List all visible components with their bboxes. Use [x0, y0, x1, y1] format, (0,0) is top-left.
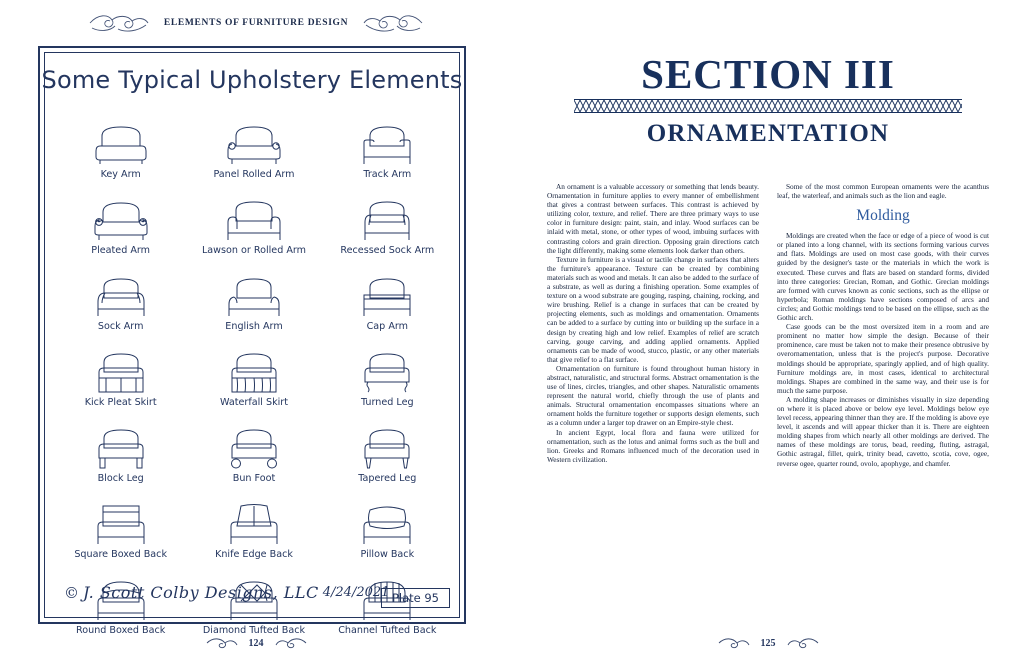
folio-ornament-left-icon: [205, 635, 239, 651]
square-boxed-back-chair-icon: [90, 500, 152, 548]
plate-frame: [38, 46, 466, 636]
paragraph: Texture in furniture is a visual or tactile change in surfaces that alters the furniture's appearance. Texture can be created by combining materials such as wood and metals. It can also be added to the surface of a substrate, as well as during a finishing operation. Some examples of texture on a wood substrate are gouging, rasping, chaining, rocking, and wire brushing. Relief is a change in surfaces that can be created by projecting elements, such as moldings and ornamentation. Ornaments can be added to a surface by cutting into or building up the surface in a design by creating high and low relief. Examples of relief are scratch carving, gouge carving, and adding applied ornaments. Applied ornaments can be made of wood, stucco, plastic, or any other materials that give relief to a flat surface.: [547, 254, 759, 364]
paragraph: Moldings are created when the face or edge of a piece of wood is cut or planed into a long channel, with its sections forming various curves and flats. Moldings are used on most case goods, with their curves guided by the designer's taste or the materials in which the work is executed. These curves and flats are based on standard forms, divided into three categories: Grecian, Roman, and Gothic. Grecian moldings are formed with curves known as conic sections, such as the ellipse or hyperbola; Roman moldings have sections composed of arcs and circles; and Gothic moldings tend to be based on the ellipse, such as the Gothic arch.: [777, 231, 989, 323]
section-subtitle: ORNAMENTATION: [646, 120, 890, 147]
paragraph: Some of the most common European ornaments were the acanthus leaf, the waterleaf, and animals such as the lion and eagle.: [777, 182, 989, 201]
molding-subheading: Molding: [856, 207, 910, 225]
designer-signature: [64, 583, 394, 602]
upholstered-panel-rolled-arm-chair-icon: [223, 120, 285, 168]
plate-item-label: Sock Arm: [97, 321, 144, 332]
plate-item: [187, 258, 320, 332]
plate-item-label: Turned Leg: [361, 397, 414, 408]
plate-item: [321, 106, 454, 180]
plate-item-label: Kick Pleat Skirt: [84, 397, 157, 408]
paragraph: An ornament is a valuable accessory or something that lends beauty. Ornamentation in furniture applies to every manner of embellishment that gives a contrast between surfaces. This contrast is achieved by utilizing color, texture, and relief. There are three primary ways to use color in furniture design: paint, stain, and inlay. Wood surfaces can be inlaid with metal, stone, or other types of wood, imbuing surfaces with contrasting colors and grain direction. Opposing grain directions catch the light differently, making some elements look darker than others.: [547, 182, 759, 255]
section-title: SECTION III: [641, 51, 895, 97]
plate-title: Some Typical Upholstery Elements: [41, 66, 463, 94]
plate-number: Plate 95: [381, 588, 450, 608]
knife-edge-back-chair-icon: [223, 500, 285, 548]
plate-item-label: Round Boxed Back: [76, 625, 166, 636]
plate-item: [321, 182, 454, 256]
plate-item: [187, 334, 320, 408]
plate-item-label: Cap Arm: [366, 321, 409, 332]
plate-item-label: Square Boxed Back: [74, 549, 168, 560]
plate-item: [54, 334, 187, 408]
plate-item: [54, 106, 187, 180]
paragraph: Ornamentation on furniture is found throughout human history in abstract, naturalistic, and structural forms. Abstract ornamentation is the use of lines, circles, triangles, and other shapes. Naturalistic ornaments represent the natural world, chiefly through the use of plants and animals. Structural ornamentation encompasses situations where an ornament holds the furniture together or supports design elements, such as a column under a larger top drawer on an Empire-style chest.: [547, 363, 759, 428]
plate-item: [54, 182, 187, 256]
plate-item: [54, 486, 187, 560]
plate-item: [187, 182, 320, 256]
upholstered-lawson-rolled-arm-chair-icon: [223, 196, 285, 244]
plate-item-label: Diamond Tufted Back: [202, 625, 306, 636]
plate-item: [54, 258, 187, 332]
plate-item-label: Channel Tufted Back: [338, 625, 437, 636]
plate-item: [54, 410, 187, 484]
block-leg-chair-icon: [90, 424, 152, 472]
plate-item: [321, 334, 454, 408]
decorative-rule-band: [574, 98, 962, 114]
plate-item-label: Waterfall Skirt: [219, 397, 288, 408]
upholstered-track-arm-chair-icon: [356, 120, 418, 168]
folio-right: [512, 635, 1024, 651]
plate-item-label: Track Arm: [363, 169, 412, 180]
upholstered-recessed-sock-arm-chair-icon: [356, 196, 418, 244]
plate-item: [321, 258, 454, 332]
plate-item-label: Pleated Arm: [91, 245, 151, 256]
upholstered-pleated-arm-chair-icon: [90, 196, 152, 244]
folio-ornament-right-icon: [274, 635, 308, 651]
plate-item-label: Lawson or Rolled Arm: [201, 245, 307, 256]
plate-item-label: Bun Foot: [232, 473, 276, 484]
plate-item: [187, 106, 320, 180]
upholstered-sock-arm-chair-icon: [90, 272, 152, 320]
signature-script: J. Scott Colby Designs, LLC: [83, 583, 319, 602]
plate-item-label: Pillow Back: [360, 549, 415, 560]
copyright-symbol: ©: [64, 583, 79, 602]
paragraph: Case goods can be the most oversized item in a room and are prominent no matter how simple the design. Because of their prominence, care must be taken not to make their presence obtrusive by overornamentation, unless that is the project's purpose. Decorative moldings should be appropriate, sparingly applied, and of high quality. Furniture moldings are, in most cases, identical to architectural moldings. Shapes are combined in the same way, and their use is for much the same purpose.: [777, 322, 989, 395]
plate-item: [187, 410, 320, 484]
running-head-text: ELEMENTS OF FURNITURE DESIGN: [163, 18, 349, 28]
plate-item-label: Block Leg: [97, 473, 144, 484]
kick-pleat-skirt-chair-icon: [90, 348, 152, 396]
tapered-leg-chair-icon: [356, 424, 418, 472]
plate-item-label: Panel Rolled Arm: [213, 169, 295, 180]
signature-date: 4/24/2021: [322, 585, 390, 600]
flourish-ornament-left-icon: [88, 12, 150, 34]
plate-item-label: English Arm: [225, 321, 283, 332]
upholstered-english-arm-chair-icon: [223, 272, 285, 320]
upholstered-key-arm-chair-icon: [90, 120, 152, 168]
page-number-left: 124: [248, 637, 264, 649]
page-number-right: 125: [760, 637, 776, 649]
plate-item-label: Tapered Leg: [358, 473, 417, 484]
paragraph: A molding shape increases or diminishes visually in size depending on where it is placed above or below eye level. Moldings below eye level recess, appearing thinner than they are. If the molding is above eye level, it ascends and will appear thicker than it is. There are eighteen molding shapes from which nearly all other moldings are derived. The names of these moldings are torus, bead, reeding, fluting, astragal, Gothic astragal, fillet, quirk, trinity bead, cavetto, scotia, cove, ogee, reverse ogee, quarter round, ovolo, apophyge, and chamfer.: [777, 394, 989, 468]
bun-foot-chair-icon: [223, 424, 285, 472]
plate-item-label: Knife Edge Back: [215, 549, 293, 560]
folio-left: [0, 635, 512, 651]
waterfall-skirt-chair-icon: [223, 348, 285, 396]
running-head: [0, 12, 512, 34]
folio-ornament-left-icon: [717, 635, 751, 651]
turned-leg-chair-icon: [356, 348, 418, 396]
right-page: [512, 0, 1024, 663]
body-columns: [547, 182, 989, 630]
body-column-right: [777, 182, 989, 630]
plate-item: [321, 486, 454, 560]
upholstery-elements-grid: [54, 106, 454, 636]
upholstered-cap-arm-chair-icon: [356, 272, 418, 320]
pillow-back-chair-icon: [356, 500, 418, 548]
flourish-ornament-right-icon: [362, 12, 424, 34]
body-column-left: [547, 182, 759, 630]
plate-item-label: Key Arm: [100, 169, 141, 180]
plate-item: [321, 410, 454, 484]
folio-ornament-right-icon: [786, 635, 820, 651]
plate-item-label: Recessed Sock Arm: [340, 245, 435, 256]
paragraph: In ancient Egypt, local flora and fauna were utilized for ornamentation, such as the lotus and animal forms such as the bull and lion. Greeks and Romans influenced much of the decoration used in Western civilization.: [547, 427, 759, 464]
plate-item: [187, 486, 320, 560]
